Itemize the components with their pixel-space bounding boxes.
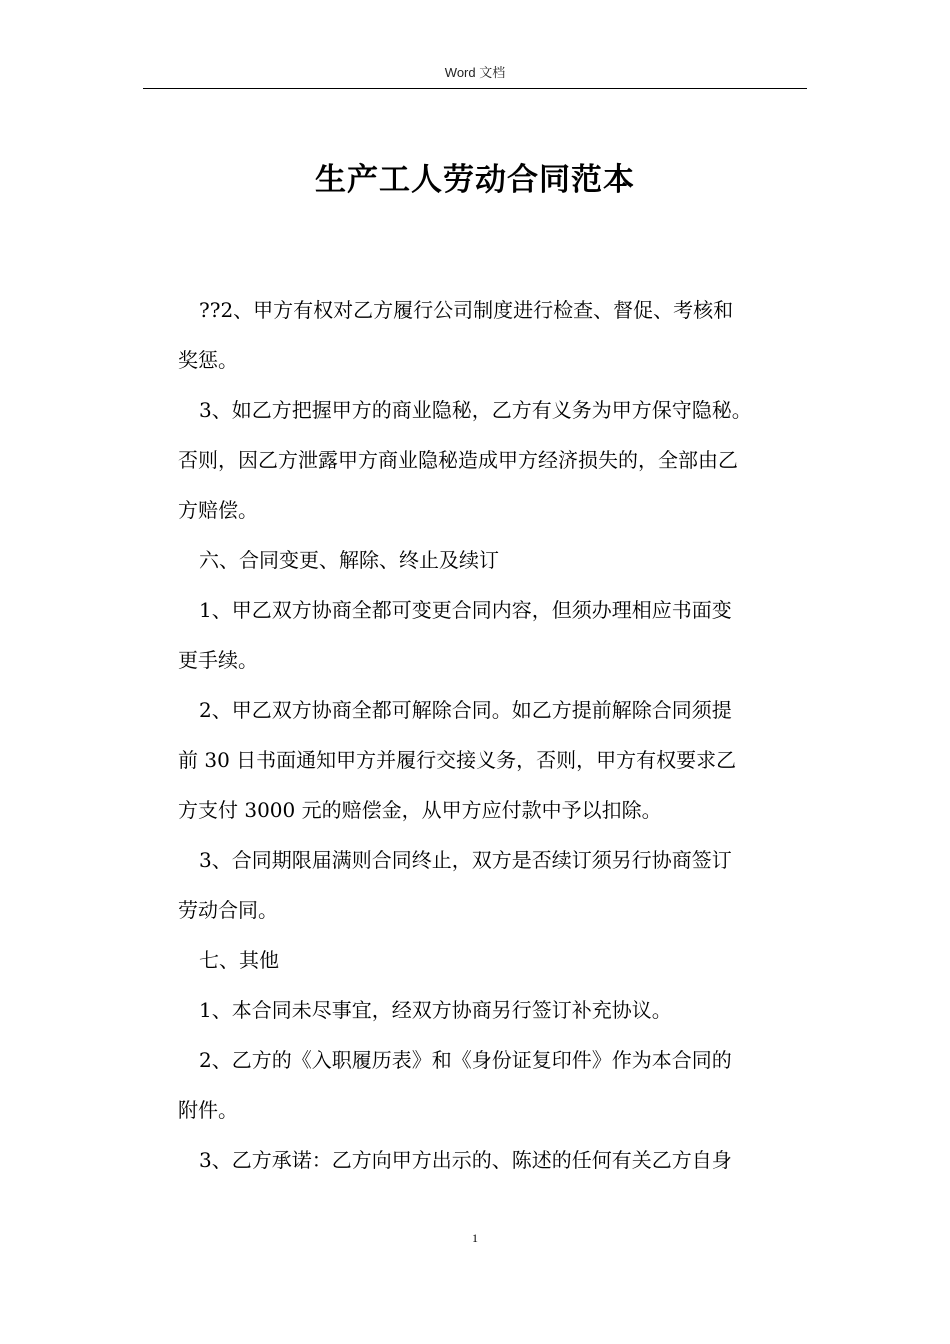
- paragraph: 1、甲乙双方协商全都可变更合同内容，但须办理相应书面变 更手续。: [178, 598, 732, 672]
- document-body: [178, 285, 810, 1185]
- paragraph: 2、乙方的《入职履历表》和《身份证复印件》作为本合同的 附件。: [178, 1048, 732, 1122]
- paragraph: ??2、甲方有权对乙方履行公司制度进行检查、督促、考核和 奖惩。: [178, 298, 734, 372]
- paragraph: 3、乙方承诺：乙方向甲方出示的、陈述的任何有关乙方自身: [199, 1148, 732, 1172]
- paragraph: 3、合同期限届满则合同终止，双方是否续订须另行协商签订 劳动合同。: [178, 848, 732, 922]
- section-heading: 六、合同变更、解除、终止及续订: [199, 548, 499, 572]
- paragraph: 2、甲乙双方协商全都可解除合同。如乙方提前解除合同须提 前 30 日书面通知甲方并履行交接义务，否则，甲方有权要求乙 方支付 3000 元的赔偿金，从甲方应付款中予以扣除。: [178, 698, 737, 822]
- header-divider: [143, 88, 807, 89]
- paragraph: 3、如乙方把握甲方的商业隐秘，乙方有义务为甲方保守隐秘。 否则，因乙方泄露甲方商业隐秘造成甲方经济损失的，全部由乙 方赔偿。: [178, 398, 752, 522]
- document-title: 生产工人劳动合同范本: [315, 162, 635, 198]
- page-number: 1: [472, 1231, 478, 1245]
- section-heading: 七、其他: [199, 948, 279, 972]
- page-header-label: Word 文档: [444, 65, 506, 80]
- paragraph: 1、本合同未尽事宜，经双方协商另行签订补充协议。: [199, 998, 672, 1022]
